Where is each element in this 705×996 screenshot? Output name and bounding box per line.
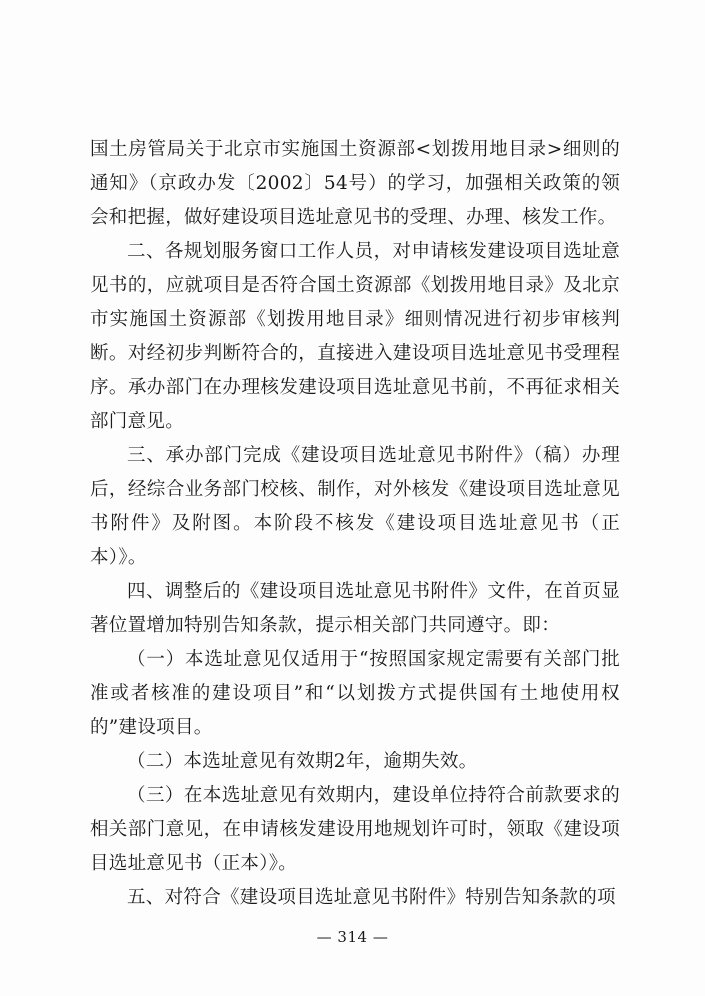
- paragraph-item-4: 四、调整后的《建设项目选址意见书附件》文件，在首页显著位置增加特别告知条款，提示相关部门共同遵守。即：: [90, 581, 620, 636]
- paragraph-item-2: 二、各规划服务窗口工作人员，对申请核发建设项目选址意见书的，应就项目是否符合国土资源部《划拨用地目录》及北京市实施国土资源部《划拨用地目录》细则情况进行初步审核判断。对经初步判断符合的，直接进入建设项目选址意见书受理程序。承办部门在办理核发建设项目选址意见书前，不再征求相关部门意见。: [90, 241, 620, 432]
- paragraph-item-3: 三、承办部门完成《建设项目选址意见书附件》（稿）办理后，经综合业务部门校核、制作，对外核发《建设项目选址意见书附件》及附图。本阶段不核发《建设项目选址意见书（正本）》。: [90, 445, 620, 568]
- paragraph-subitem-2: （二）本选址意见有效期2年，逾期失效。: [127, 751, 478, 772]
- paragraph-item-5: 五、对符合《建设项目选址意见书附件》特别告知条款的项: [127, 887, 616, 908]
- page-number: — 314 —: [316, 928, 389, 946]
- document-body: [90, 133, 620, 915]
- paragraph-subitem-3: （三）在本选址意见有效期内，建设单位持符合前款要求的相关部门意见，在申请核发建设用地规划许可时，领取《建设项目选址意见书（正本）》。: [90, 785, 620, 874]
- paragraph-continuation: 国土房管局关于北京市实施国土资源部<划拨用地目录>细则的通知》（京政办发〔2002〕54号）的学习，加强相关政策的领会和把握，做好建设项目选址意见书的受理、办理、核发工作。: [90, 139, 620, 228]
- paragraph-subitem-1: （一）本选址意见仅适用于“按照国家规定需要有关部门批准或者核准的建设项目”和“以划拨方式提供国有土地使用权的”建设项目。: [90, 649, 620, 738]
